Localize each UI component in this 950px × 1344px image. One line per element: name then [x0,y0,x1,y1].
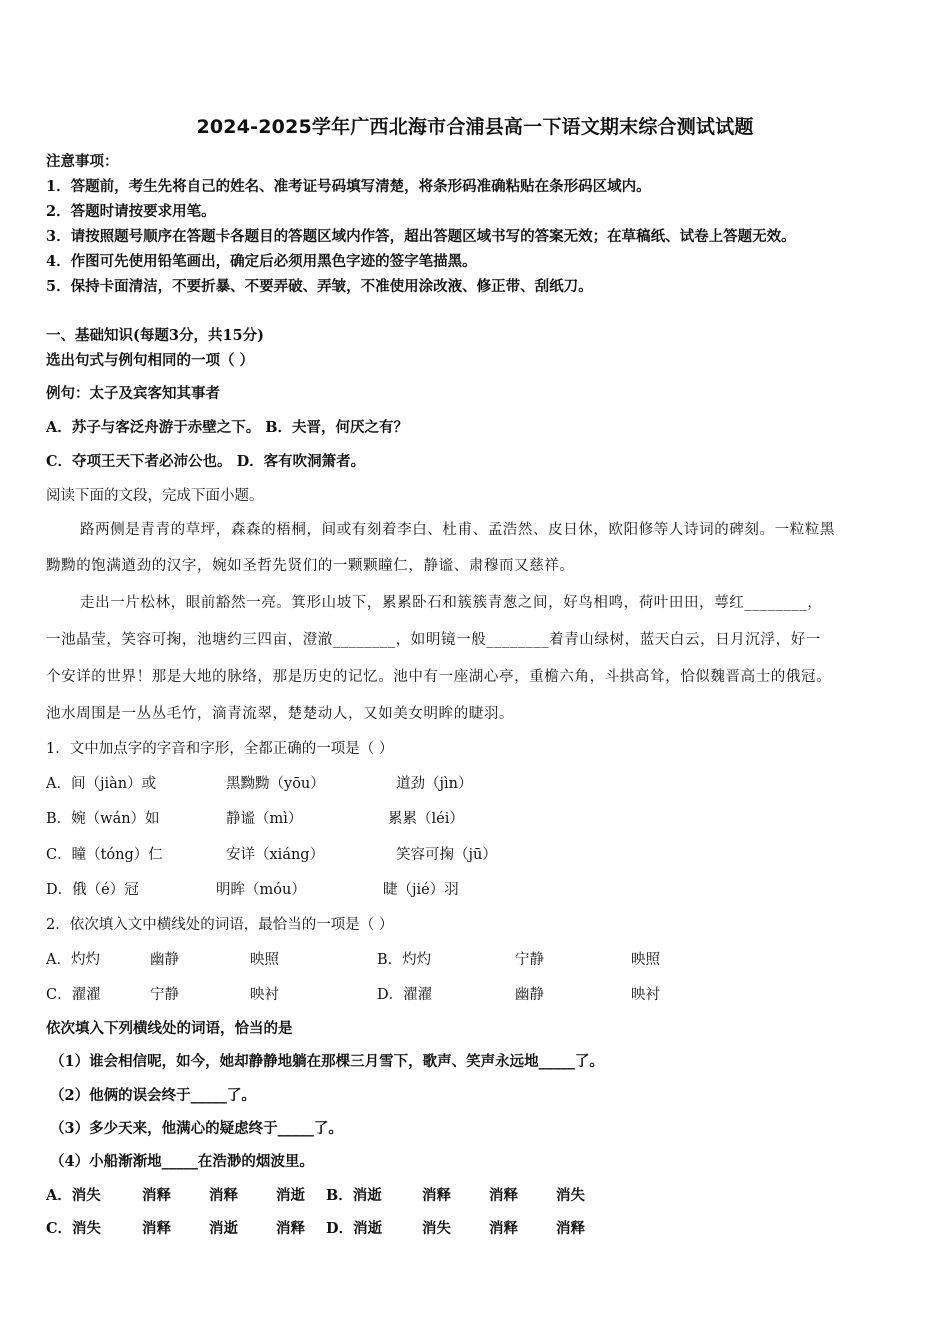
q3-option-d-1: D．消逝 [326,1220,383,1237]
q3-option-c-2: 消释 [142,1220,171,1237]
passage-line: 黝黝的饱满遒劲的汉字，婉如圣哲先贤们的一颗颗瞳仁，静谧、肃穆而又慈祥。 [46,558,575,574]
q1-option-d-2: 明眸（móu） [216,882,306,898]
section-heading: 一、基础知识(每题3分，共15分) [46,327,264,344]
q3-option-d-3: 消释 [489,1220,518,1237]
q3-option-b-1: B．消逝 [326,1187,382,1204]
q1-option-d: D．俄（é）冠 [46,882,139,898]
q1-option-a: A．间（jiàn）或 [46,776,157,792]
q2-option-d-2: 幽静 [515,987,544,1003]
q3-item: （3）多少天来，他满心的疑虑终于_____了。 [50,1120,343,1137]
q3-option-b-2: 消释 [422,1187,451,1204]
question-stem: 依次填入下列横线处的词语，恰当的是 [46,1020,293,1037]
q3-option-d-2: 消失 [422,1220,451,1237]
q2-option-b-2: 宁静 [515,952,544,968]
q3-option-a-1: A．消失 [46,1187,101,1204]
passage-line: 个安详的世界！那是大地的脉络，那是历史的记忆。池中有一座湖心亭，重檐六角，斗拱高耸，恰似魏晋高士的俄冠。 [46,669,832,685]
q1-option-a-2: 黑黝黝（yōu） [226,776,325,792]
q2-option-a-3: 映照 [250,952,279,968]
q2-option-c-1: C．濯濯 [46,987,101,1003]
q2-option-d-3: 映衬 [631,987,660,1003]
question-stem: 1．文中加点字的字音和字形，全都正确的一项是（ ） [46,741,394,757]
q3-option-a-2: 消释 [142,1187,171,1204]
q3-option-d-4: 消释 [556,1220,585,1237]
q1-option-b-3: 累累（léi） [388,811,464,827]
q1-option-d-3: 睫（jié）羽 [383,882,459,898]
q1-option-b: B．婉（wán）如 [46,811,160,827]
q3-item: （1）谁会相信呢，如今，她却静静地躺在那棵三月雪下，歌声、笑声永远地_____了。 [50,1053,604,1070]
option-row: A．苏子与客泛舟游于赤壁之下。 B．夫晋，何厌之有？ [46,419,409,436]
notice-item: 1．答题前，考生先将自己的姓名、准考证号码填写清楚，将条形码准确粘贴在条形码区域内。 [46,178,651,195]
q1-option-c: C．瞳（tóng）仁 [46,847,163,863]
passage-line: 一池晶莹，笑容可掬，池塘约三四亩，澄澈________，如明镜一般________着青山绿树，蓝天白云，日月沉浮，好一 [46,632,821,648]
option-row: C．夺项王天下者必沛公也。 D．客有吹洞箫者。 [46,453,366,470]
q2-option-c-3: 映衬 [250,987,279,1003]
q1-option-b-2: 静谧（mì） [226,811,303,827]
example-sentence: 例句：太子及宾客知其事者 [46,385,220,402]
notice-heading: 注意事项： [46,153,119,170]
question-stem: 选出句式与例句相同的一项（ ） [46,352,255,369]
notice-item: 2．答题时请按要求用笔。 [46,203,216,220]
q2-option-a-1: A．灼灼 [46,952,100,968]
page-title: 2024-2025学年广西北海市合浦县高一下语文期末综合测试试题 [196,116,754,138]
q3-option-b-4: 消失 [556,1187,585,1204]
passage-line: 路两侧是青青的草坪，森森的梧桐，间或有刻着李白、杜甫、孟浩然、皮日休，欧阳修等人诗词的碑刻。一粒粒黑 [80,522,835,538]
passage-line: 走出一片松林，眼前豁然一亮。箕形山坡下，累累卧石和簇簇青葱之间，好鸟相鸣，荷叶田田，萼红________， [80,595,823,611]
q2-option-d-1: D．濯濯 [377,987,433,1003]
q3-option-a-3: 消释 [209,1187,238,1204]
q1-option-a-3: 道劲（jìn） [396,776,473,792]
q3-item: （4）小船渐渐地_____在浩渺的烟波里。 [50,1153,314,1170]
q3-option-c-1: C．消失 [46,1220,102,1237]
q1-option-c-3: 笑容可掬（jū） [396,847,497,863]
q3-option-c-4: 消释 [276,1220,305,1237]
reading-intro: 阅读下面的文段，完成下面小题。 [46,488,264,504]
q3-option-a-4: 消逝 [276,1187,305,1204]
notice-item: 3．请按照题号顺序在答题卡各题目的答题区域内作答，超出答题区域书写的答案无效；在草稿纸、试卷上答题无效。 [46,228,796,245]
q2-option-c-2: 宁静 [150,987,179,1003]
q1-option-c-2: 安详（xiáng） [226,847,325,863]
q2-option-a-2: 幽静 [150,952,179,968]
q2-option-b-1: B．灼灼 [377,952,432,968]
question-stem: 2．依次填入文中横线处的词语，最恰当的一项是（ ） [46,917,394,933]
q3-item: （2）他俩的误会终于_____了。 [50,1087,256,1104]
q3-option-c-3: 消逝 [209,1220,238,1237]
notice-item: 4．作图可先使用铅笔画出，确定后必须用黑色字迹的签字笔描黑。 [46,253,477,270]
q2-option-b-3: 映照 [631,952,660,968]
passage-line: 池水周围是一丛丛毛竹，滴青流翠，楚楚动人，又如美女明眸的睫羽。 [46,706,515,722]
notice-item: 5．保持卡面清洁，不要折暴、不要弄破、弄皱，不准使用涂改液、修正带、刮纸刀。 [46,278,593,295]
q3-option-b-3: 消释 [489,1187,518,1204]
